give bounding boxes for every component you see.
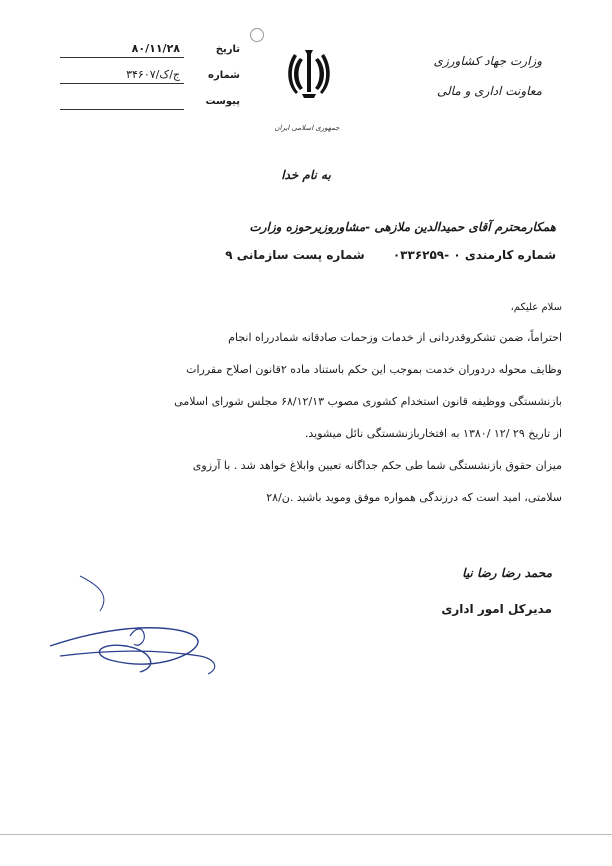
date-row (60, 40, 240, 64)
attachment-underline (60, 109, 184, 110)
letter-body (52, 294, 562, 514)
post-number: شماره پست سازمانی ۹ (225, 248, 365, 262)
signatory-name: محمد رضا رضا نیا (462, 566, 552, 580)
ministry-heading (382, 46, 542, 106)
body-line: بازنشستگی ووظیفه قانون استخدام کشوری مصوب ۶۸/۱۲/۱۳ مجلس شورای اسلامی (174, 395, 562, 408)
body-line: از تاریخ ۲۹ /۱۲ /۱۳۸۰ به افتخاربازنشستگی نائل میشوید. (304, 427, 562, 440)
ministry-deputy: معاونت اداری و مالی (437, 84, 542, 98)
recipient-line: همکارمحترم آقای حمیدالدین ملازهی -مشاوروزیرحوزه وزارت (249, 220, 556, 234)
iran-emblem-icon (286, 48, 332, 100)
number-value: ۳۴۶۰۷/ج/ک (126, 68, 180, 81)
date-value: ۸۰/۱۱/۲۸ (131, 42, 180, 55)
body-line: میزان حقوق بازنشستگی شما طی حکم جداگانه تعیین وابلاغ خواهد شد . با آرزوی (192, 459, 562, 472)
letter-reference-block (60, 40, 240, 120)
invocation: به نام خدا (281, 168, 331, 182)
date-label: تاریخ (215, 44, 240, 55)
signatory-title: مدیرکل امور اداری (441, 602, 552, 616)
number-row (60, 66, 240, 90)
scan-edge (0, 834, 612, 835)
attachment-label: پیوست (205, 96, 240, 107)
punch-hole (250, 28, 264, 42)
employee-number: شماره کارمندی ۰ -۰۳۳۶۲۵۹ (392, 248, 556, 262)
body-line: احتراماً، ضمن تشکروقدردانی از خدمات وزحمات صادقانه شمادرراه انجام (228, 331, 562, 344)
number-underline (60, 83, 184, 84)
greeting: سلام علیکم، (510, 302, 562, 313)
body-line: سلامتی، امید است که درزندگی همواره موفق وموید باشید .ن/۲۸ (266, 491, 562, 504)
handwritten-signature (40, 556, 250, 686)
emblem-caption: جمهوری اسلامی ایران (274, 124, 340, 132)
body-line: وظایف محوله دردوران خدمت بموجب این حکم باستناد ماده ۲قانون اصلاح مقررات (186, 363, 562, 376)
recipient-ids (96, 248, 556, 262)
ministry-name: وزارت جهاد کشاورزی (433, 54, 542, 68)
date-underline (60, 57, 184, 58)
attachment-row (60, 92, 240, 116)
number-label: شماره (208, 70, 240, 81)
